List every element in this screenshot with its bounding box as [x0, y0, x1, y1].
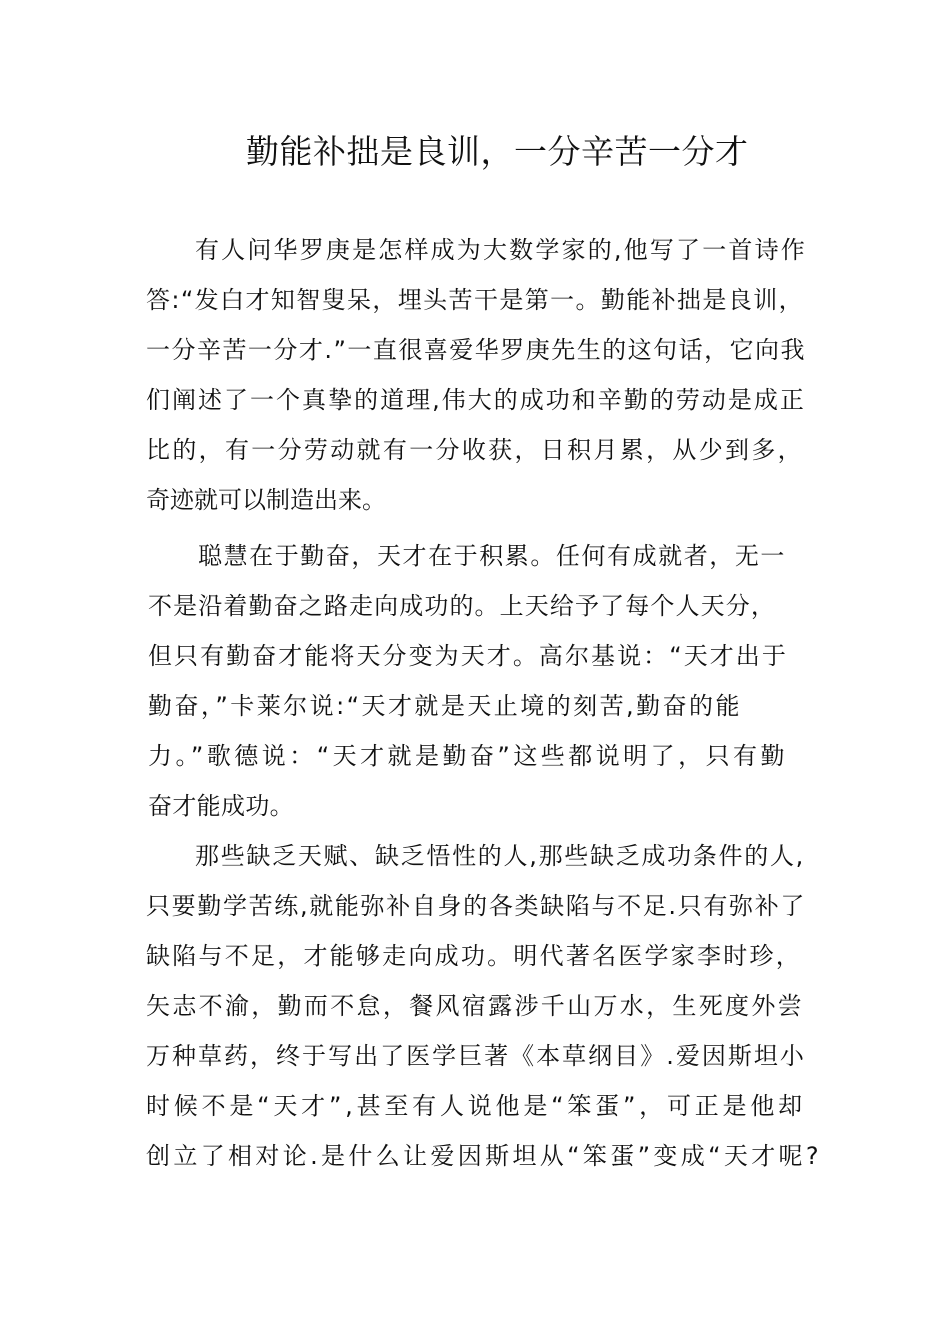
paragraph-line: 时候不是“天才”,甚至有人说他是“笨蛋”，可正是他却: [146, 1092, 806, 1120]
paragraph-line: 不是沿着勤奋之路走向成功的。上天给予了每个人天分，: [148, 592, 776, 620]
paragraph-line: 一分辛苦一分才.”一直很喜爱华罗庚先生的这句话，它向我: [146, 336, 807, 364]
paragraph-line: 有人问华罗庚是怎样成为大数学家的,他写了一首诗作: [195, 236, 807, 264]
paragraph-line: 力。”歌德说：“天才就是勤奋”这些都说明了，只有勤: [148, 742, 788, 770]
paragraph-line: 只要勤学苦练,就能弥补自身的各类缺陷与不足.只有弥补了: [146, 892, 807, 920]
paragraph-line: 那些缺乏天赋、缺乏悟性的人,那些缺乏成功条件的人,: [195, 842, 806, 870]
paragraph-line: 聪慧在于勤奋，天才在于积累。任何有成就者，无一: [198, 542, 786, 570]
paragraph-line: 答:“发白才知智叟呆，埋头苦干是第一。勤能补拙是良训，: [146, 286, 804, 314]
paragraph-line: 奇迹就可以制造出来。: [146, 486, 386, 514]
paragraph-line: 万种草药，终于写出了医学巨著《本草纲目》.爱因斯坦小: [146, 1042, 806, 1070]
paragraph-line: 奋才能成功。: [148, 792, 294, 820]
paragraph-line: 勤奋，”卡莱尔说:“天才就是天止境的刻苦,勤奋的能: [148, 692, 742, 720]
paragraph-line: 缺陷与不足，才能够走向成功。明代著名医学家李时珍，: [146, 942, 802, 970]
document-title: 勤能补拙是良训，一分辛苦一分才: [246, 132, 749, 171]
paragraph-line: 矢志不渝，勤而不怠，餐风宿露涉千山万水，生死度外尝: [146, 992, 804, 1020]
paragraph-line: 但只有勤奋才能将天分变为天才。高尔基说：“天才出于: [148, 642, 788, 670]
paragraph-line: 们阐述了一个真挚的道理,伟大的成功和辛勤的劳动是成正: [146, 386, 806, 414]
paragraph-line: 创立了相对论.是什么让爱因斯坦从“笨蛋”变成“天才呢?: [146, 1142, 822, 1170]
paragraph-line: 比的，有一分劳动就有一分收获，日积月累，从少到多，: [146, 436, 804, 464]
